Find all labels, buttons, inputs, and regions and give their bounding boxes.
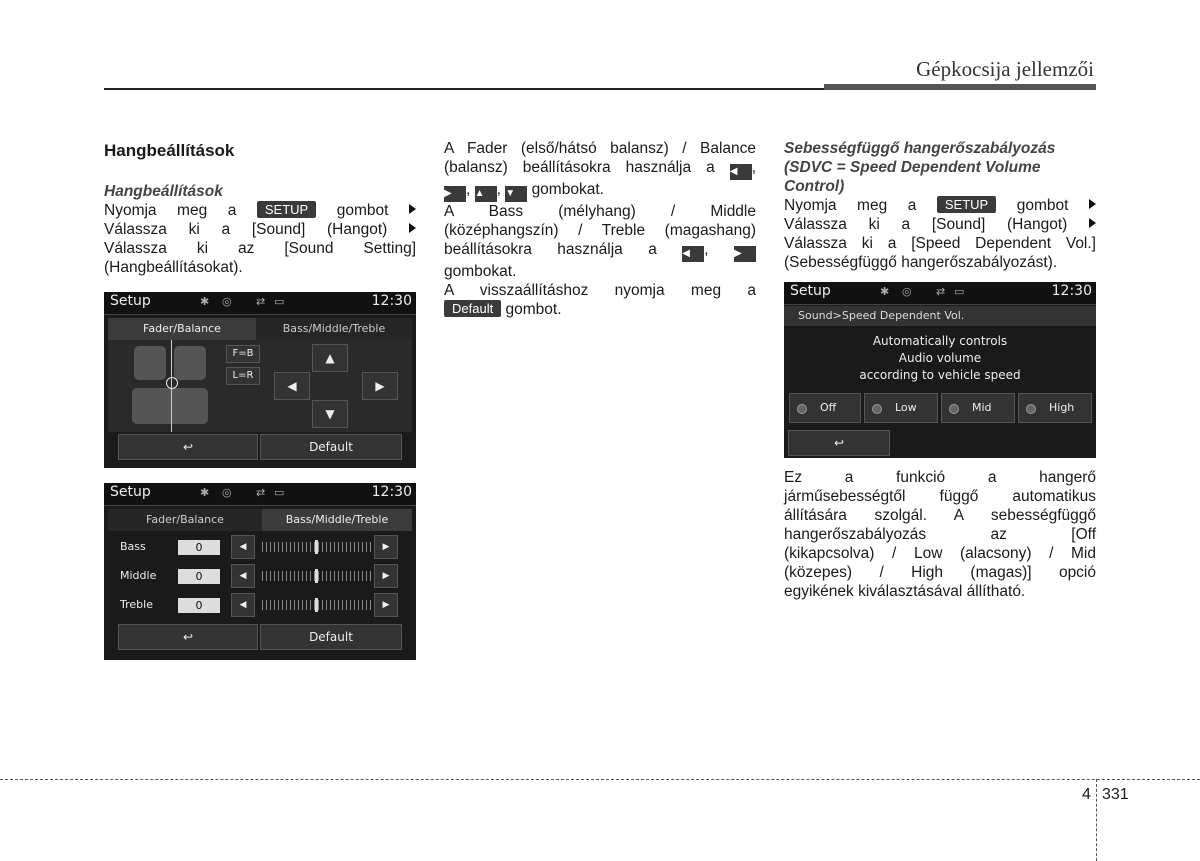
bluetooth-icon: ✱	[200, 295, 210, 308]
aux-icon: ▭	[274, 486, 285, 499]
footer-rule	[0, 779, 1200, 780]
column-1	[104, 141, 416, 277]
para-line: (kikapcsolva) / Low (alacsony) / Mid	[784, 545, 1096, 562]
treble-decrease-button[interactable]	[231, 593, 255, 617]
bluetooth-icon: ✱	[200, 486, 210, 499]
arrow-right-icon	[1089, 199, 1096, 209]
status-bar	[104, 292, 416, 315]
middle-increase-button[interactable]	[374, 564, 398, 588]
para-line: járműsebességtől függő automatikus	[784, 488, 1096, 505]
column-3	[784, 139, 1096, 272]
sdvc-screen	[784, 282, 1096, 458]
row-label-bass: Bass	[120, 540, 146, 553]
para-line: A Bass (mélyhang) / Middle	[444, 203, 756, 220]
up-key-icon: ▲	[475, 186, 497, 202]
back-button[interactable]	[118, 624, 258, 650]
para-line: hangerőszabályozás az [Off	[784, 526, 1096, 543]
para-line	[104, 220, 416, 239]
arrow-left-icon: ◀	[287, 379, 297, 393]
para-line: (Hangbeállításokat).	[104, 259, 243, 276]
para-line	[104, 201, 416, 220]
text: Nyomja meg a	[104, 202, 237, 219]
text: (balansz) beállításokra használja a	[444, 159, 715, 176]
arrow-down-icon: ▼	[325, 407, 335, 421]
usb-icon: ⇄	[256, 295, 266, 308]
back-button[interactable]	[788, 430, 890, 456]
option-label: Mid	[972, 401, 992, 414]
arrow-left-icon: ◀	[239, 571, 247, 581]
para-line: gombokat.	[444, 263, 517, 280]
balance-panel	[108, 340, 412, 432]
breadcrumb-text: Sound>Speed Dependent Vol.	[798, 309, 965, 322]
bass-increase-button[interactable]	[374, 535, 398, 559]
message-line: Audio volume	[898, 351, 982, 365]
bass-middle-treble-screen	[104, 483, 416, 660]
option-mid[interactable]	[941, 393, 1015, 423]
back-icon: ↩	[182, 440, 194, 454]
arrow-right-icon: ▶	[382, 600, 390, 610]
disc-icon: ◎	[222, 295, 232, 308]
para-line: ▶ , ▲ , ▼ gombokat.	[444, 180, 756, 202]
para-line: Válassza ki az [Sound Setting]	[104, 240, 416, 257]
default-button[interactable]: Default	[260, 434, 402, 460]
row-label-middle: Middle	[120, 569, 157, 582]
usb-icon: ⇄	[936, 285, 946, 298]
page-number: 331	[1102, 786, 1129, 803]
radio-icon	[872, 404, 882, 414]
para-line: A Fader (első/hátsó balansz) / Balance	[444, 140, 756, 157]
tab-fader-balance[interactable]: Fader/Balance	[108, 318, 256, 340]
para-line	[444, 300, 756, 319]
option-label: Off	[820, 401, 837, 414]
text: Nyomja meg a	[784, 197, 917, 214]
section-heading: Hangbeállítások	[104, 141, 235, 160]
arrow-right-icon: ▶	[382, 542, 390, 552]
balance-left-button[interactable]	[274, 372, 310, 400]
fade-front-button[interactable]	[312, 344, 348, 372]
arrow-right-icon	[409, 223, 416, 233]
status-bar	[784, 282, 1096, 305]
arrow-right-icon: ▶	[375, 379, 385, 393]
tab-fader-balance[interactable]: Fader/Balance	[108, 509, 262, 531]
treble-slider-knob[interactable]	[315, 598, 318, 612]
chapter-number: 4	[1082, 786, 1091, 803]
radio-icon	[1026, 404, 1036, 414]
middle-decrease-button[interactable]	[231, 564, 255, 588]
breadcrumb	[784, 306, 1096, 326]
back-icon: ↩	[833, 436, 845, 450]
fade-rear-button[interactable]	[312, 400, 348, 428]
right-key-icon: ▶	[444, 186, 466, 202]
aux-icon: ▭	[954, 285, 965, 298]
text: gombot.	[505, 301, 562, 318]
left-key-icon: ◀	[682, 246, 704, 262]
clock: 12:30	[371, 293, 412, 309]
header-rule-bold	[824, 84, 1096, 90]
para-line	[444, 158, 756, 180]
seat-rear	[132, 388, 208, 424]
arrow-left-icon: ◀	[239, 542, 247, 552]
middle-slider-knob[interactable]	[315, 569, 318, 583]
screen-title: Setup	[790, 283, 831, 299]
subsection-heading: Control)	[784, 178, 845, 195]
seat-front-left	[134, 346, 166, 380]
usb-icon: ⇄	[256, 486, 266, 499]
fader-balance-screen	[104, 292, 416, 468]
text: gombot	[336, 202, 389, 219]
message-line: Automatically controls	[872, 334, 1008, 348]
running-header: Gépkocsija jellemzői	[916, 57, 1094, 81]
option-off[interactable]	[789, 393, 861, 423]
bass-slider-knob[interactable]	[315, 540, 318, 554]
tab-bass-middle-treble[interactable]: Bass/Middle/Treble	[256, 318, 412, 340]
down-key-icon: ▼	[505, 186, 527, 202]
text: Válassza ki a [Sound] (Hangot)	[104, 221, 388, 238]
disc-icon: ◎	[222, 486, 232, 499]
text: Válassza ki a [Sound] (Hangot)	[784, 216, 1068, 233]
balance-right-button[interactable]	[362, 372, 398, 400]
para-line: (középhangszín) / Treble (magashang)	[444, 222, 756, 239]
bass-value: 0	[178, 540, 220, 555]
para-line	[784, 215, 1096, 234]
status-bar	[104, 483, 416, 506]
left-key-icon: ◀	[730, 164, 752, 180]
clock: 12:30	[371, 484, 412, 500]
para-line: (közepes) / High (magas)] opció	[784, 564, 1096, 581]
arrow-right-icon	[1089, 218, 1096, 228]
right-key-icon: ▶	[734, 246, 756, 262]
setup-key-tag: SETUP	[937, 196, 996, 213]
subsection-heading: Hangbeállítások	[104, 183, 223, 200]
aux-icon: ▭	[274, 295, 285, 308]
description-message	[784, 333, 1096, 384]
arrow-left-icon: ◀	[239, 600, 247, 610]
screen-title: Setup	[110, 484, 151, 500]
arrow-up-icon: ▲	[325, 351, 335, 365]
para-line: egyikének kiválasztásával állítható.	[784, 583, 1026, 600]
para-line: beállításokra használja a ◀ , ▶	[444, 240, 756, 262]
sdvc-description	[784, 468, 1096, 601]
treble-increase-button[interactable]	[374, 593, 398, 617]
tab-bass-middle-treble[interactable]: Bass/Middle/Treble	[262, 509, 412, 531]
subsection-heading: (SDVC = Speed Dependent Volume	[784, 159, 1041, 176]
balance-point[interactable]	[166, 377, 178, 389]
arrow-right-icon	[409, 204, 416, 214]
para-line	[784, 196, 1096, 215]
bass-decrease-button[interactable]	[231, 535, 255, 559]
row-label-treble: Treble	[120, 598, 153, 611]
para-line: Ez a funkció a hangerő	[784, 469, 1096, 486]
treble-value: 0	[178, 598, 220, 613]
para-line: A visszaállításhoz nyomja meg a	[444, 282, 756, 299]
fb-center-button[interactable]: F=B	[226, 345, 260, 363]
para-line: állítására szolgál. A sebességfüggő	[784, 507, 1096, 524]
text: gombot	[1016, 197, 1069, 214]
option-label: Low	[895, 401, 917, 414]
seat-front-right	[174, 346, 206, 380]
footer-divider	[1096, 779, 1097, 861]
radio-icon	[949, 404, 959, 414]
back-button[interactable]	[118, 434, 258, 460]
default-button[interactable]: Default	[260, 624, 402, 650]
text: gombokat.	[531, 181, 604, 198]
column-2	[444, 139, 756, 319]
header-rule	[104, 88, 824, 90]
para-line: Válassza ki a [Speed Dependent Vol.]	[784, 235, 1096, 252]
text: beállításokra használja a	[444, 241, 657, 258]
disc-icon: ◎	[902, 285, 912, 298]
option-low[interactable]	[864, 393, 938, 423]
option-label: High	[1049, 401, 1075, 414]
subsection-heading: Sebességfüggő hangerőszabályozás	[784, 140, 1056, 157]
screen-title: Setup	[110, 293, 151, 309]
default-key-tag: Default	[444, 300, 501, 317]
message-line: according to vehicle speed	[859, 368, 1021, 382]
option-high[interactable]	[1018, 393, 1092, 423]
radio-icon	[797, 404, 807, 414]
lr-center-button[interactable]: L=R	[226, 367, 260, 385]
setup-key-tag: SETUP	[257, 201, 316, 218]
comma: ,	[751, 159, 756, 176]
back-icon: ↩	[182, 630, 194, 644]
para-line: (Sebességfüggő hangerőszabályozást).	[784, 254, 1058, 271]
clock: 12:30	[1051, 283, 1092, 299]
arrow-right-icon: ▶	[382, 571, 390, 581]
middle-value: 0	[178, 569, 220, 584]
bluetooth-icon: ✱	[880, 285, 890, 298]
